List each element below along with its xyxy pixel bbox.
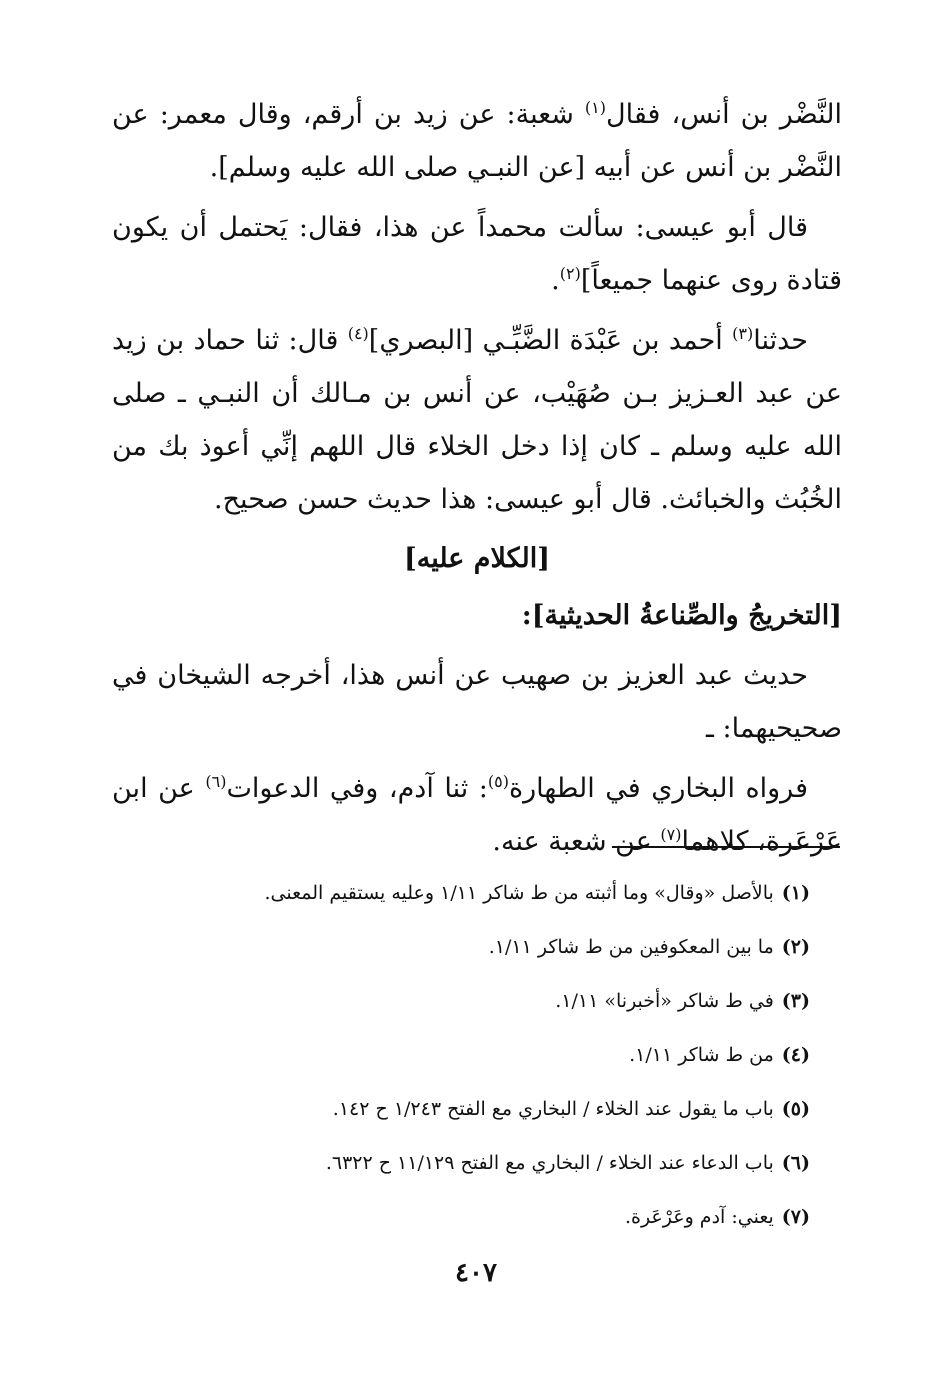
footnote-ref-6[interactable]: (٦) [205, 772, 227, 791]
footnote-divider [612, 846, 840, 848]
footnote-7 [150, 1190, 810, 1244]
footnote-text: باب ما يقول عند الخلاء / البخاري مع الفتح ١/٢٤٣ ح ١٤٢. [332, 1098, 774, 1120]
footnote-ref-7[interactable]: (٧) [660, 825, 682, 844]
text-run: قال: ثنا حماد بن زيد عن عبد العـزيز بـن صُهَيْب، عن أنس بن مـالك أن النبـي ـ صلى الله عليه وسلم ـ كان إذا دخل الخلاء قال اللهم إنِّي أعوذ بك من الخُبُث والخبائث. قال أبو عيسى: هذا حديث حسن صحيح. [112, 325, 842, 515]
footnote-2 [150, 920, 810, 974]
text-run: حدثنا [753, 325, 808, 356]
text-run: عن شعبة عنه. [492, 826, 661, 857]
footnote-number: (١) [781, 882, 810, 904]
footnote-number: (٦) [781, 1152, 810, 1174]
footnote-text: يعني: آدم وعَرْعَرة. [624, 1206, 774, 1228]
footnote-4 [150, 1028, 810, 1082]
paragraph-3 [112, 314, 842, 526]
text-run: . [551, 265, 560, 296]
footnote-ref-1[interactable]: (١) [584, 98, 607, 117]
text-run: : ثنا آدم، وفي الدعوات [226, 773, 488, 804]
text-run: عن ابن عَرْعَرة، كلاهما [112, 773, 842, 857]
footnote-number: (٥) [781, 1098, 810, 1120]
text-run: النَّضْر بن أنس، فقال [606, 99, 842, 130]
footnote-text: باب الدعاء عند الخلاء / البخاري مع الفتح ١١/١٢٩ ح ٦٣٢٢. [325, 1152, 774, 1174]
footnote-ref-3[interactable]: (٣) [732, 324, 754, 343]
paragraph-1 [112, 88, 842, 194]
paragraph-2 [112, 201, 842, 307]
footnote-1 [150, 866, 810, 920]
footnote-text: من ط شاكر ١/١١. [629, 1044, 774, 1066]
text-run: قال أبو عيسى: سألت محمداً عن هذا، فقال: يَحتمل أن يكون قتادة روى عنهما جميعاً] [112, 212, 842, 296]
footnote-ref-5[interactable]: (٥) [487, 772, 509, 791]
footnotes [150, 866, 810, 1244]
paragraph-4: حديث عبد العزيز بن صهيب عن أنس هذا، أخرجه الشيخان في صحيحيهما: ـ [112, 660, 842, 744]
footnote-number: (٧) [781, 1206, 810, 1228]
footnote-ref-2[interactable]: (٢) [559, 264, 581, 283]
paragraph-5 [112, 762, 842, 868]
section-heading: [الكلام عليه] [403, 543, 551, 574]
footnote-ref-4[interactable]: (٤) [347, 324, 369, 343]
footnote-6 [150, 1136, 810, 1190]
page-number: ٤٠٧ [455, 1258, 497, 1288]
footnote-text: ما بين المعكوفين من ط شاكر ١/١١. [488, 936, 774, 958]
footnote-number: (٣) [781, 990, 810, 1012]
footnote-text: بالأصل «وقال» وما أثبته من ط شاكر ١/١١ وعليه يستقيم المعنى. [264, 882, 774, 904]
text-run: فرواه البخاري في الطهارة [509, 773, 808, 804]
text-run: أحمد بن عَبْدَة الضَّبِّـي [البصري] [368, 325, 733, 356]
main-text [112, 88, 842, 868]
footnote-5 [150, 1082, 810, 1136]
footnote-text: في ط شاكر «أخبرنا» ١/١١. [555, 990, 774, 1012]
footnote-number: (٢) [781, 936, 810, 958]
footnote-number: (٤) [781, 1044, 810, 1066]
footnote-3 [150, 974, 810, 1028]
subsection-heading: [التخريجُ والصِّناعةُ الحديثية]: [521, 600, 842, 631]
text-run: شعبة: عن زيد بن أرقم، وقال معمر: عن النَّضْر بن أنس عن أبيه [عن النبـي صلى الله عليه وسلم]. [112, 99, 842, 183]
